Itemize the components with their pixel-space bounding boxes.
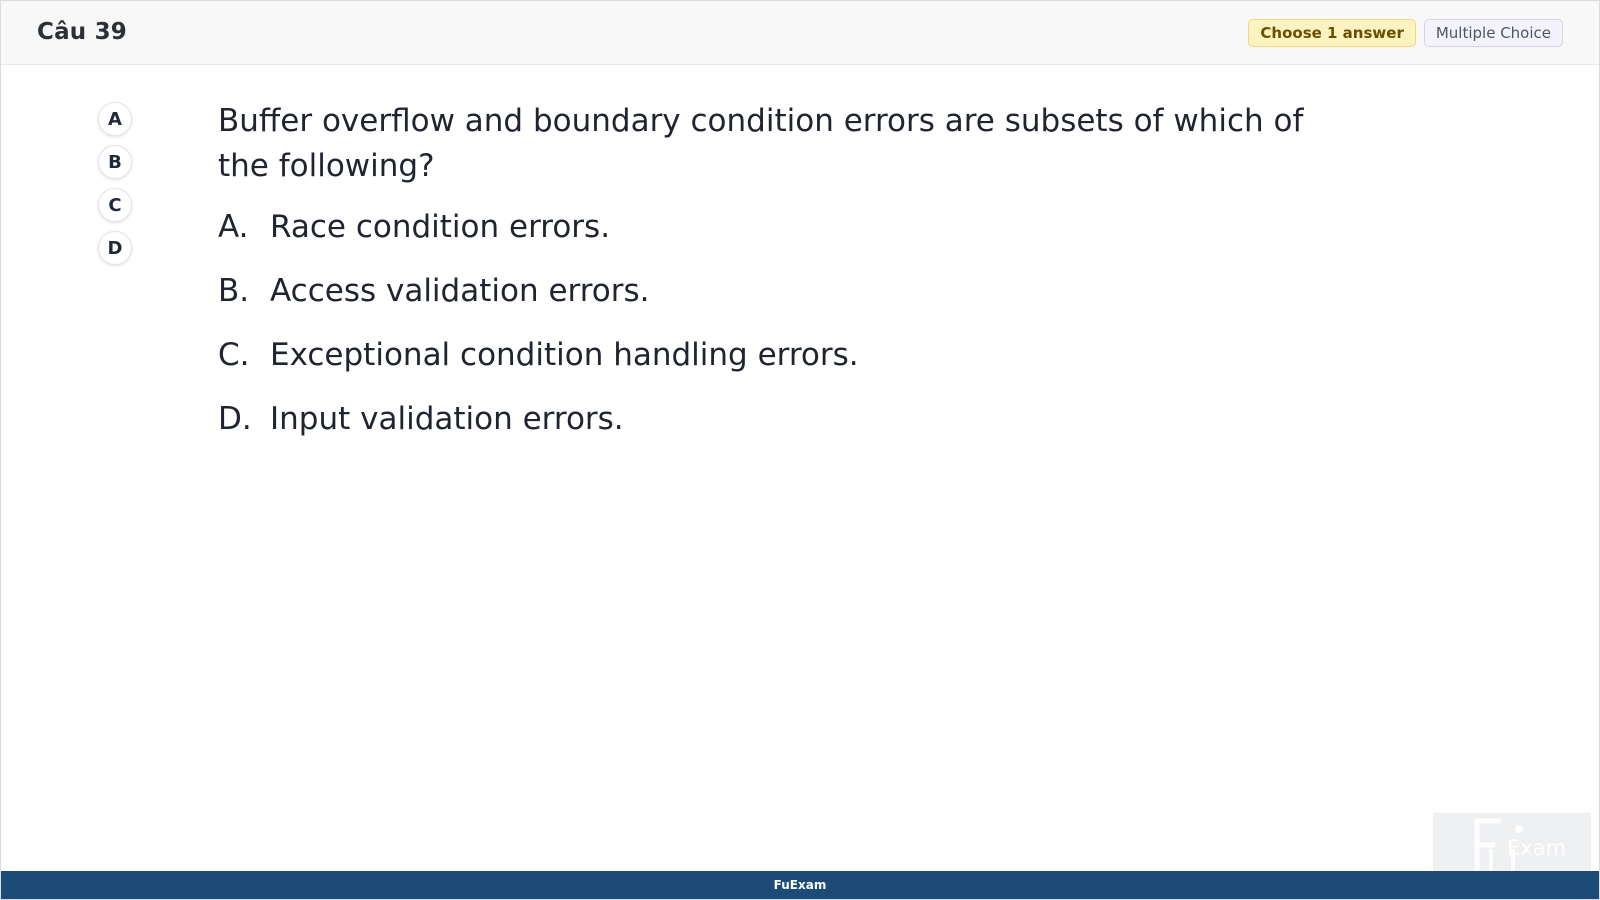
answer-nav-c-button[interactable]: C (98, 188, 132, 222)
answer-nav (98, 102, 132, 265)
footer-brand: FuExam (773, 878, 827, 892)
answer-option-a[interactable] (218, 209, 859, 273)
answer-option-d[interactable] (218, 401, 859, 465)
question-number: Câu 39 (37, 19, 127, 45)
answer-option-c[interactable] (218, 337, 859, 401)
question-header (1, 1, 1599, 65)
option-letter: C. (218, 337, 250, 373)
option-letter: B. (218, 273, 250, 309)
footer-bar (1, 871, 1599, 899)
option-letter: A. (218, 209, 249, 245)
option-text: Access validation errors. (270, 273, 650, 309)
question-text: Buffer overflow and boundary condition errors are subsets of which of the following? (218, 103, 1304, 184)
answer-options (218, 209, 859, 465)
question-type-badge: Multiple Choice (1424, 19, 1563, 47)
answer-nav-b-button[interactable]: B (98, 145, 132, 179)
option-text: Race condition errors. (270, 209, 611, 245)
answer-nav-a-button[interactable]: A (98, 102, 132, 136)
option-letter: D. (218, 401, 252, 437)
choose-answer-badge: Choose 1 answer (1248, 19, 1415, 47)
question-badges (1248, 19, 1563, 47)
option-text: Exceptional condition handling errors. (270, 337, 859, 373)
answer-option-b[interactable] (218, 273, 859, 337)
answer-nav-d-button[interactable]: D (98, 231, 132, 265)
svg-text:Exam: Exam (1507, 836, 1567, 860)
option-text: Input validation errors. (270, 401, 624, 437)
